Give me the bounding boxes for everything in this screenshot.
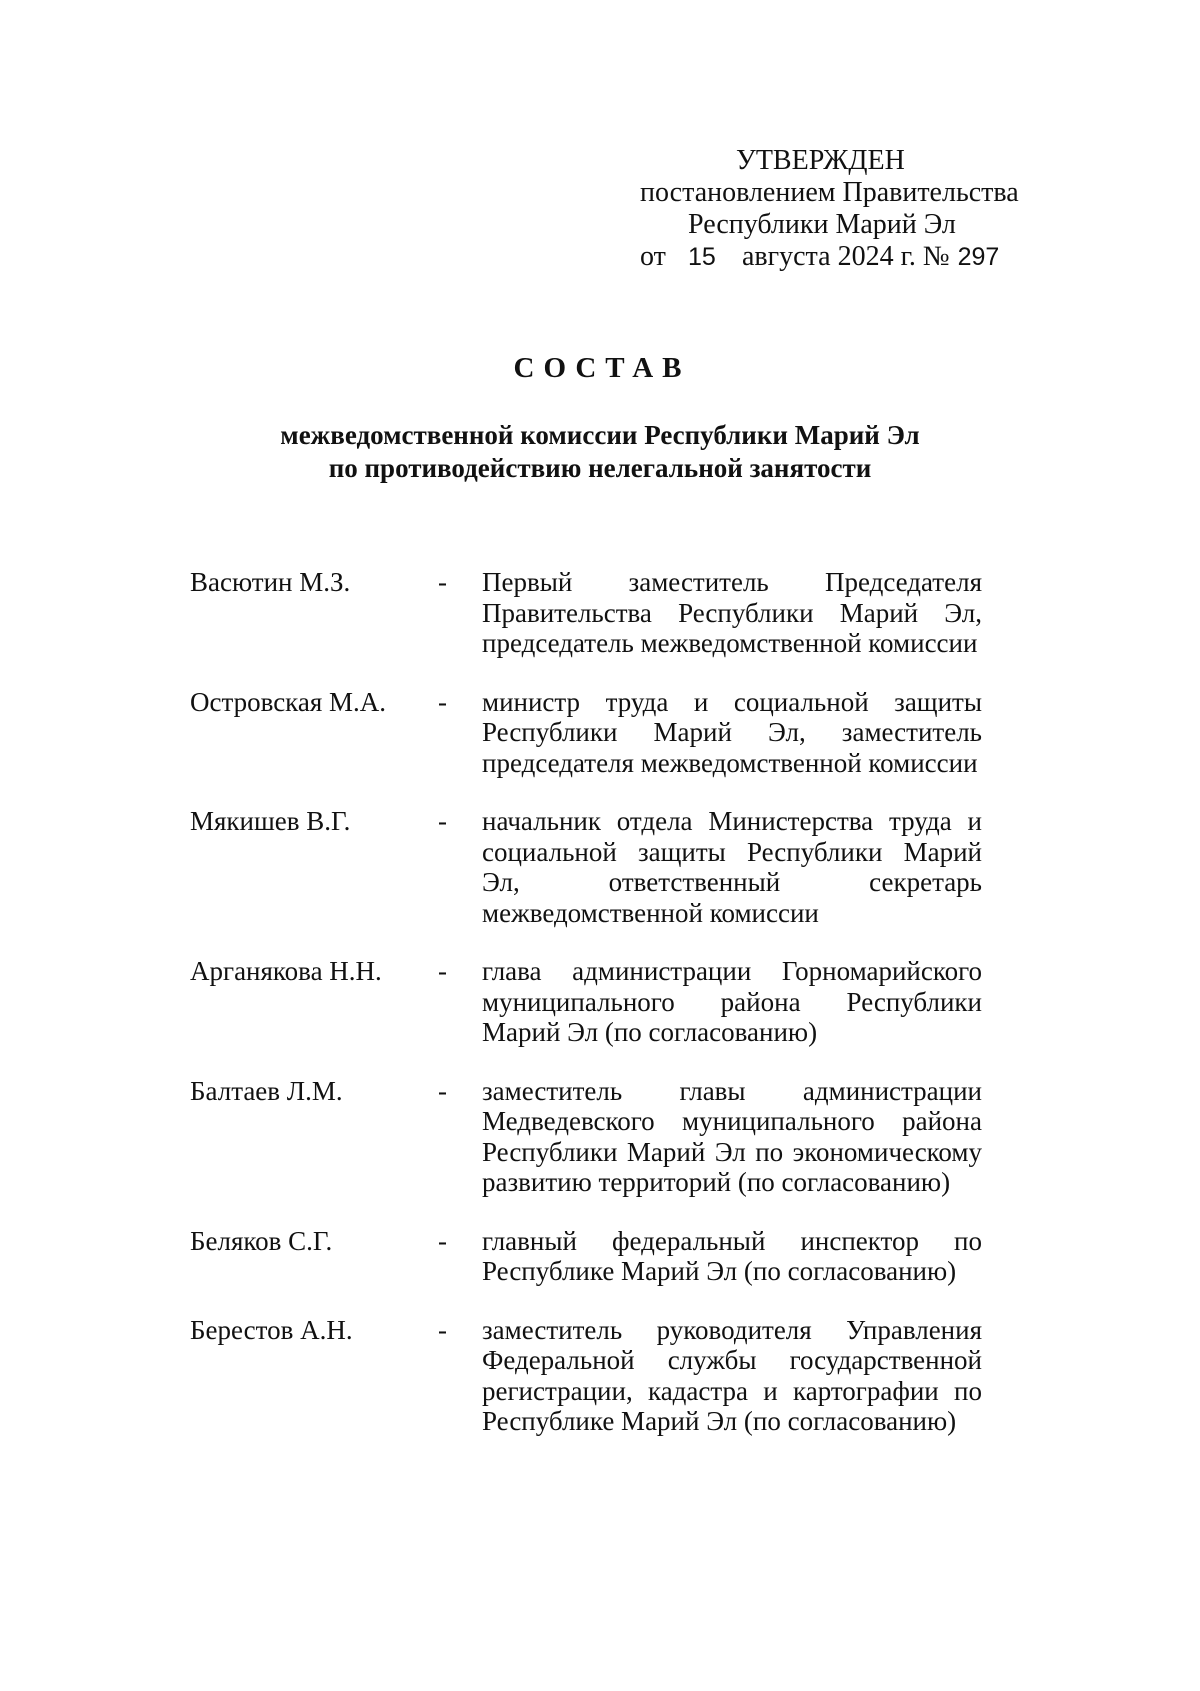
approval-date-rest: августа 2024 г. №: [742, 241, 950, 272]
member-role: главный федеральный инспектор по Республике Марий Эл (по согласованию): [482, 1225, 982, 1286]
member-row: [190, 956, 990, 1048]
member-role: начальник отдела Министерства труда и социальной защиты Республики Марий Эл, ответственный секретарь межведомственной комиссии: [482, 806, 982, 928]
member-dash: -: [438, 1225, 447, 1256]
member-dash: -: [438, 956, 447, 986]
approval-line-2: Республики Марий Эл: [688, 209, 956, 240]
members-list: [190, 567, 990, 1437]
document-subtitle: [0, 419, 1200, 485]
approval-date-line: [640, 241, 1000, 273]
member-dash: -: [438, 1314, 447, 1345]
member-role: Первый заместитель Председателя Правительства Республики Марий Эл, председатель межведомственной комиссии: [482, 567, 982, 658]
approval-date-prefix: от: [640, 241, 666, 272]
member-dash: -: [438, 1075, 447, 1106]
member-dash: -: [438, 686, 447, 717]
approval-title: УТВЕРЖДЕН: [736, 145, 905, 176]
member-row: [190, 567, 990, 659]
member-row: [190, 687, 990, 779]
subtitle-line-1: межведомственной комиссии Республики Марий Эл: [280, 420, 920, 450]
member-name: Беляков С.Г.: [190, 1225, 333, 1256]
member-role: министр труда и социальной защиты Республики Марий Эл, заместитель председателя межведомственной комиссии: [482, 686, 982, 778]
approval-line-1: постановлением Правительства: [640, 177, 1019, 208]
document-title: СОСТАВ: [513, 352, 691, 384]
member-name: Балтаев Л.М.: [190, 1075, 343, 1106]
member-dash: -: [438, 806, 447, 836]
member-dash: -: [438, 567, 447, 597]
member-name: Васютин М.З.: [190, 567, 351, 597]
member-role: заместитель руководителя Управления Федеральной службы государственной регистрации, кадастра и картографии по Республике Марий Эл (по согласованию): [482, 1314, 982, 1436]
approval-date-day: 15: [688, 243, 716, 271]
member-row: [190, 1076, 990, 1198]
subtitle-line-2: по противодействию нелегальной занятости: [328, 453, 872, 483]
member-row: [190, 806, 990, 928]
approval-number: 297: [957, 243, 1000, 271]
member-role: заместитель главы администрации Медведевского муниципального района Республики Марий Эл по экономическому развитию территорий (по согласованию): [482, 1075, 982, 1197]
member-row: [190, 1226, 990, 1287]
member-name: Арганякова Н.Н.: [190, 956, 382, 986]
member-row: [190, 1315, 990, 1437]
member-name: Берестов А.Н.: [190, 1314, 353, 1345]
member-name: Островская М.А.: [190, 686, 387, 717]
member-name: Мякишев В.Г.: [190, 806, 351, 836]
member-role: глава администрации Горномарийского муниципального района Республики Марий Эл (по согласованию): [482, 956, 982, 1047]
approval-stamp-block: [640, 145, 1019, 273]
